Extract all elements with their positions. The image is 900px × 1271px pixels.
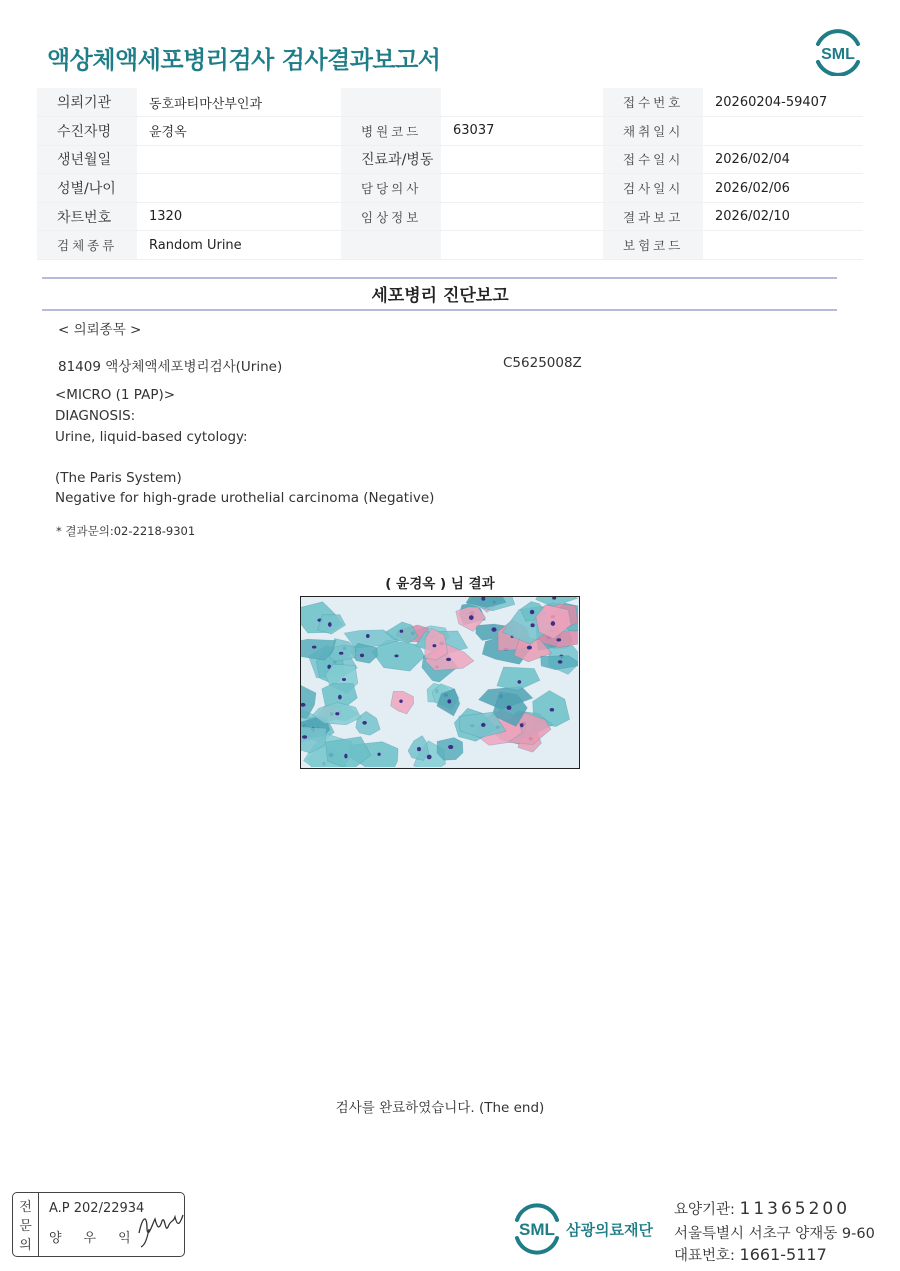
cell-nucleus [530, 623, 534, 627]
cell-nucleus [360, 654, 364, 658]
info-label: 병원코드 [341, 117, 441, 146]
info-value [441, 88, 603, 117]
institution-number [674, 1198, 850, 1219]
cell-nucleus [344, 754, 347, 759]
cell-nucleus [339, 652, 343, 655]
info-value: 1320 [137, 202, 341, 231]
cell-nucleus [551, 621, 555, 626]
foundation-name: 삼광의료재단 [566, 1221, 653, 1239]
info-value [441, 202, 603, 231]
info-value [703, 231, 863, 260]
patient-info-table [37, 88, 863, 260]
info-value [703, 117, 863, 146]
info-value: 윤경옥 [137, 117, 341, 146]
info-value: 동호파티마산부인과 [137, 88, 341, 117]
cell-nucleus [312, 646, 316, 649]
cell-nucleus [491, 627, 496, 631]
cell-nucleus [335, 712, 339, 715]
info-label: 접수번호 [603, 88, 703, 117]
cell-nucleus [550, 708, 555, 712]
system-line: (The Paris System) [55, 470, 182, 486]
end-text: 검사를 완료하였습니다. (The end) [335, 1100, 545, 1116]
image-caption: ( 윤경옥 ) 님 결과 [385, 576, 495, 592]
cell-nucleus [507, 706, 512, 710]
stamp-name: 양우익 [49, 1231, 153, 1246]
cell-nucleus [481, 723, 485, 727]
sml-logo-text: SML [821, 46, 855, 63]
sml-logo [812, 28, 864, 76]
info-row [37, 117, 863, 146]
cell-nucleus [517, 680, 521, 684]
sml-foundation-logo [512, 1203, 562, 1255]
phone-value: 1661-5117 [739, 1245, 827, 1264]
cell-nucleus [394, 654, 398, 657]
info-value: 2026/02/06 [703, 174, 863, 203]
sml-foundation-logo-text: SML [519, 1220, 555, 1239]
info-label: 접수일시 [603, 145, 703, 174]
result-line: Negative for high-grade urothelial carcinoma (Negative) [55, 490, 435, 506]
info-row [37, 145, 863, 174]
info-label: 보험코드 [603, 231, 703, 260]
cell-nucleus [527, 646, 532, 650]
info-value [137, 145, 341, 174]
info-label [341, 88, 441, 117]
info-value [441, 145, 603, 174]
cell-nucleus [427, 755, 432, 760]
cell-nucleus [338, 695, 342, 700]
cell-nucleus [469, 615, 474, 620]
info-label: 담당의사 [341, 174, 441, 203]
info-label: 검사일시 [603, 174, 703, 203]
info-label: 성별/나이 [37, 174, 137, 203]
cell-nucleus [448, 745, 453, 749]
cell-nucleus [377, 753, 380, 756]
phone-number [674, 1244, 827, 1265]
info-row [37, 231, 863, 260]
stamp-side-char: 전 [19, 1200, 32, 1215]
cell-nucleus [556, 638, 561, 641]
info-value [137, 174, 341, 203]
cell-nucleus [328, 622, 332, 627]
info-value: 63037 [441, 117, 603, 146]
stamp-side-label [13, 1193, 39, 1256]
info-label: 채취일시 [603, 117, 703, 146]
info-value: 2026/02/04 [703, 145, 863, 174]
cell-nucleus [342, 678, 346, 681]
info-label: 수진자명 [37, 117, 137, 146]
cell-nucleus [446, 658, 451, 661]
cell-nucleus [400, 630, 404, 633]
diagnosis-line: DIAGNOSIS: [55, 408, 136, 424]
micro-line: <MICRO (1 PAP)> [55, 387, 176, 403]
order-heading: < 의뢰종목 > [58, 322, 142, 338]
cell-nucleus [366, 634, 370, 638]
pathologist-stamp [12, 1192, 185, 1257]
cell-nucleus [302, 735, 307, 738]
info-label [341, 231, 441, 260]
signature-icon [135, 1205, 187, 1249]
stamp-license: A.P 202/22934 [49, 1201, 145, 1216]
section-rule-bottom [42, 309, 837, 311]
institution-value: 11365200 [739, 1199, 851, 1219]
info-row [37, 88, 863, 117]
micrograph-image [300, 596, 580, 769]
phone-label: 대표번호: [674, 1248, 735, 1264]
cell-nucleus [558, 660, 563, 664]
info-value [441, 174, 603, 203]
cell-nucleus [447, 699, 451, 703]
info-row [37, 174, 863, 203]
stamp-side-char: 문 [19, 1219, 32, 1234]
report-title: 액상체액세포병리검사 검사결과보고서 [47, 46, 441, 74]
inquiry-line: * 결과문의:02-2218-9301 [56, 524, 196, 538]
info-value: Random Urine [137, 231, 341, 260]
info-label: 진료과/병동 [341, 145, 441, 174]
section-rule-top [42, 277, 837, 279]
cell-nucleus [362, 721, 366, 725]
info-label: 생년월일 [37, 145, 137, 174]
cell-nucleus [530, 610, 534, 614]
address: 서울특별시 서초구 양재동 9-60 [674, 1226, 875, 1242]
specimen-line: Urine, liquid-based cytology: [55, 429, 248, 445]
info-label: 의뢰기관 [37, 88, 137, 117]
order-item: 81409 액상체액세포병리검사(Urine) [58, 359, 283, 375]
info-value: 20260204-59407 [703, 88, 863, 117]
order-code: C5625008Z [503, 355, 582, 371]
stamp-side-char: 의 [19, 1238, 32, 1253]
info-label: 결과보고 [603, 202, 703, 231]
cell-illustration [301, 597, 578, 767]
info-value: 2026/02/10 [703, 202, 863, 231]
cell-nucleus [399, 700, 402, 703]
info-label: 검체종류 [37, 231, 137, 260]
cell-nucleus [417, 747, 421, 751]
cell-nucleus [432, 644, 436, 647]
info-row [37, 202, 863, 231]
info-value [441, 231, 603, 260]
info-label: 차트번호 [37, 202, 137, 231]
info-label: 임상정보 [341, 202, 441, 231]
section-title: 세포병리 진단보고 [371, 286, 509, 306]
institution-label: 요양기관: [674, 1202, 735, 1218]
